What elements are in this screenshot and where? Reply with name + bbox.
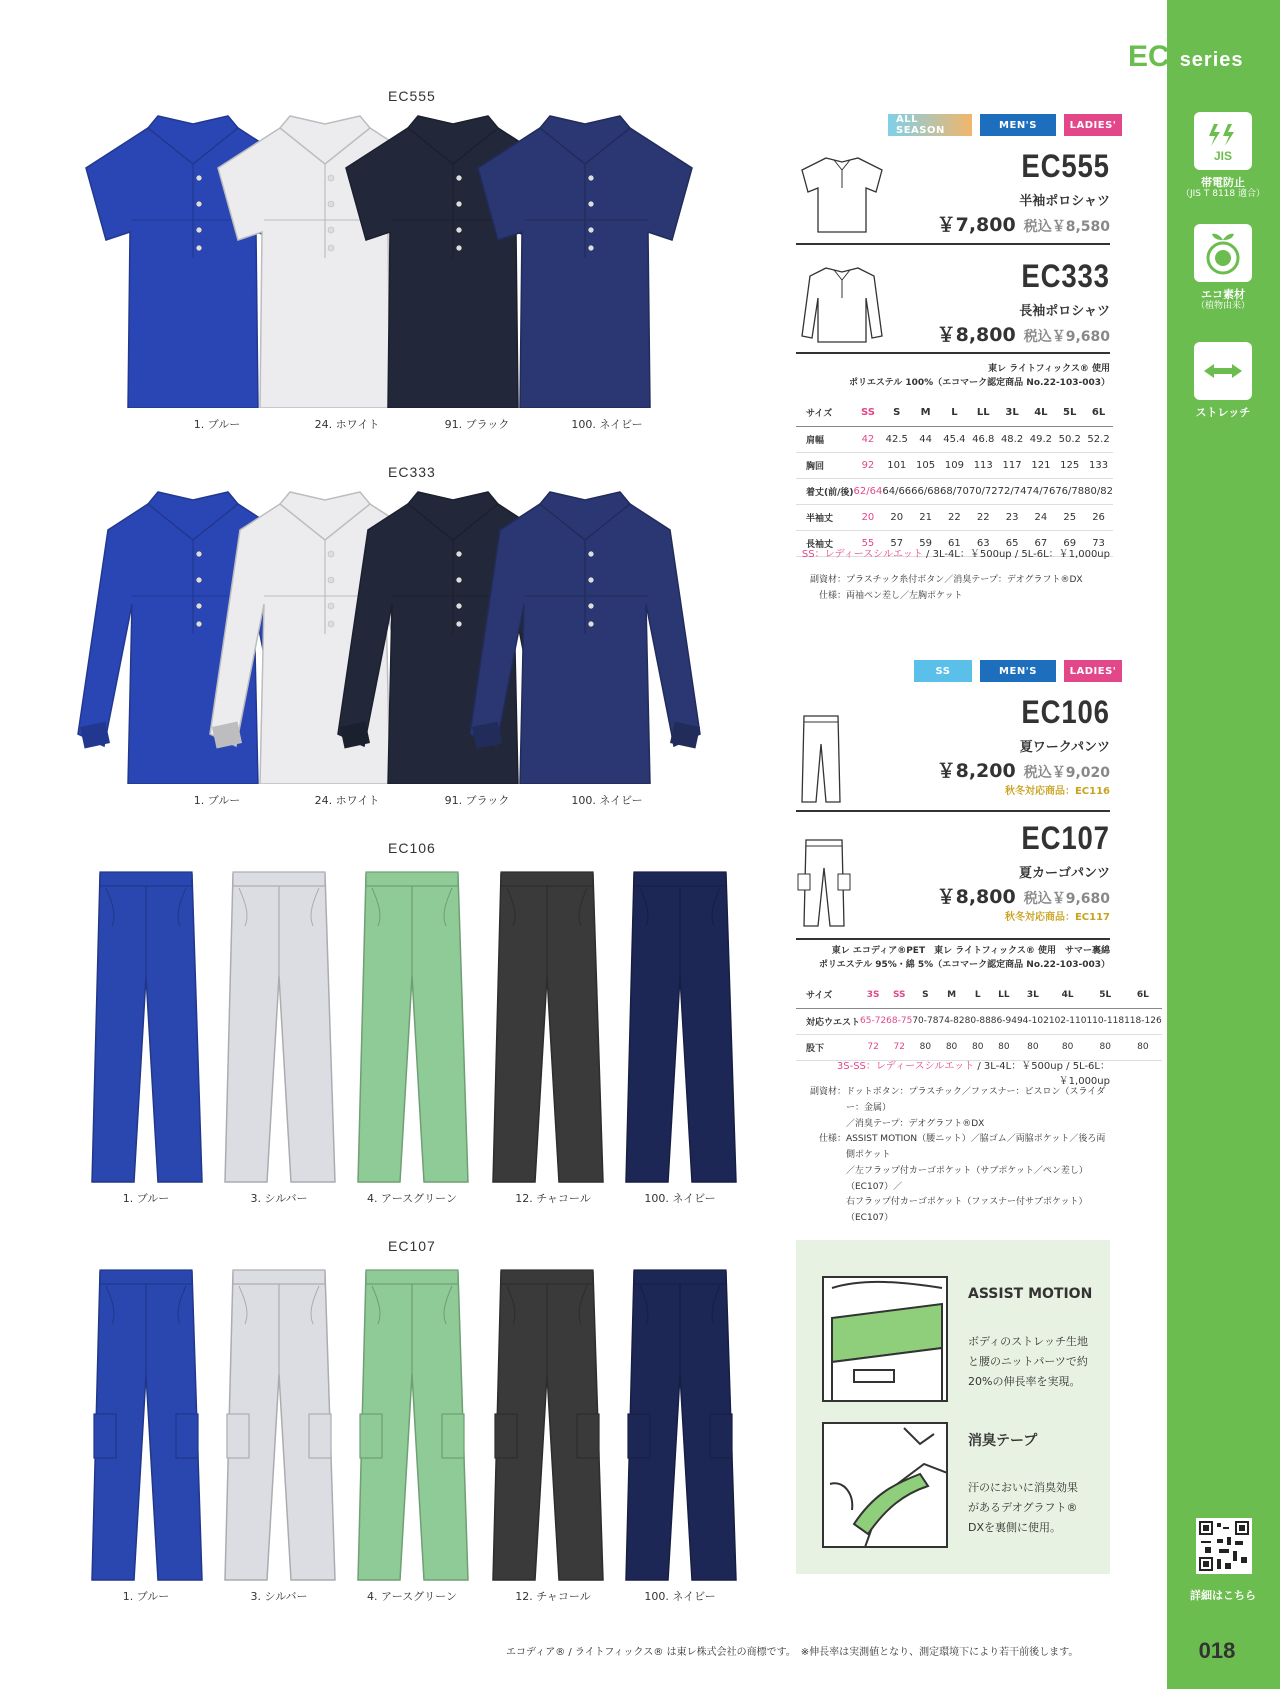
size-cell: 80	[1086, 1034, 1124, 1060]
size-cell: 20	[854, 504, 883, 530]
product-name: 夏カーゴパンツ	[1018, 866, 1110, 881]
series-label: series	[1179, 49, 1244, 71]
size-cell: 4L	[1049, 982, 1087, 1008]
size-cell: 42.5	[882, 426, 911, 452]
size-cell: 105	[911, 452, 940, 478]
product-name: 半袖ポロシャツ	[1019, 194, 1110, 209]
product-price	[937, 882, 1110, 909]
size-cell: 72/74	[998, 478, 1027, 504]
size-cell: 64/66	[882, 478, 911, 504]
eco-material-icon	[1194, 224, 1252, 282]
size-cell: 20	[882, 504, 911, 530]
badge-all-season: ALL SEASON	[888, 114, 972, 136]
size-cell: 25	[1055, 504, 1084, 530]
badge-mens: MEN'S	[980, 114, 1056, 136]
size-cell: 59	[911, 530, 940, 556]
detail-text: ドットボタン：プラスチック／ファスナー：ビスロン（スライダー：金属）	[846, 1087, 1106, 1113]
product-code: EC333	[1021, 258, 1110, 294]
size-row	[796, 1008, 1162, 1034]
color-caption: 1. ブルー	[122, 1590, 170, 1603]
autumn-winter-note: 秋冬対応商品：EC116	[1004, 786, 1110, 797]
size-cell: 6L	[1084, 400, 1113, 426]
group-title-ec107: EC107	[388, 1238, 436, 1254]
size-cell: 対応ウエスト	[796, 1008, 860, 1034]
size-cell: 22	[969, 504, 998, 530]
size-row	[796, 452, 1113, 478]
price-value: ￥8,800	[936, 324, 1016, 346]
badge-ladies: LADIES'	[1064, 660, 1122, 682]
pants-material	[796, 944, 1110, 973]
color-caption: 24. ホワイト	[314, 794, 380, 807]
size-cell: 72	[860, 1034, 886, 1060]
size-cell: 69	[1055, 530, 1084, 556]
size-cell: 118-126	[1124, 1008, 1162, 1034]
size-cell: 66/68	[911, 478, 940, 504]
pants-ladies-note	[796, 1057, 1110, 1087]
size-cell: 80	[912, 1034, 938, 1060]
size-cell: 110-118	[1086, 1008, 1124, 1034]
footer-note: エコディア® / ライトフィックス® は東レ株式会社の商標です。 ※伸長率は実測値となり、測定環境下により若干前後します。	[506, 1647, 1079, 1658]
size-cell: 68/70	[940, 478, 969, 504]
color-caption: 3. シルバー	[250, 1192, 308, 1205]
feature-label: エコ素材	[1201, 288, 1245, 301]
size-cell: 48.2	[998, 426, 1027, 452]
divider	[796, 938, 1110, 940]
color-caption: 1. ブルー	[193, 418, 241, 431]
pants-ec106-silver	[219, 866, 339, 1190]
color-caption: 3. シルバー	[250, 1590, 308, 1603]
feature-highlight-box	[796, 1240, 1110, 1574]
jis-antistatic-icon	[1194, 112, 1252, 170]
size-cell: 80-88	[965, 1008, 991, 1034]
size-cell: 49.2	[1026, 426, 1055, 452]
size-cell: 57	[882, 530, 911, 556]
size-header-row	[796, 982, 1162, 1008]
page-number: 018	[1198, 1638, 1236, 1663]
size-cell: 股下	[796, 1034, 860, 1060]
size-cell: 133	[1084, 452, 1113, 478]
size-cell: 52.2	[1084, 426, 1113, 452]
product-price	[937, 210, 1110, 237]
size-cell: 70/72	[969, 478, 998, 504]
product-ec555	[796, 148, 1110, 238]
assist-motion-illustration	[822, 1276, 948, 1402]
size-cell: 55	[854, 530, 883, 556]
product-name: 夏ワークパンツ	[1019, 740, 1110, 755]
qr-code[interactable]	[1196, 1518, 1252, 1574]
size-cell: LL	[991, 982, 1017, 1008]
assist-description: ボディのストレッチ生地 と腰のニットパーツで約 20%の伸長率を実現。	[968, 1335, 1089, 1388]
pants-ec107-silver	[219, 1264, 339, 1588]
price-tax: 税込￥8,580	[1023, 219, 1110, 235]
feature-sub: （JIS T 8118 適合）	[1180, 189, 1265, 200]
ladies-note-rest: / 3L-4L：￥500up / 5L-6L：￥1,000up	[977, 1061, 1110, 1087]
price-value: ￥7,800	[936, 214, 1016, 236]
size-cell: 80	[1049, 1034, 1087, 1060]
size-cell: 92	[854, 452, 883, 478]
size-cell: 3L	[1017, 982, 1049, 1008]
size-cell: 62/64	[854, 478, 883, 504]
detail-label: 副資材：	[809, 1087, 846, 1097]
detail-label	[800, 1164, 846, 1196]
ladies-note-rest: / 3L-4L：￥500up / 5L-6L：￥1,000up	[926, 549, 1110, 560]
color-caption: 4. アースグリーン	[367, 1192, 457, 1205]
group-title-ec555: EC555	[388, 88, 436, 104]
detail-text: ASSIST MOTION（腰ニット）／脇ゴム／両脇ポケット／後ろ両側ポケット	[846, 1134, 1106, 1160]
size-cell: 67	[1026, 530, 1055, 556]
size-cell: 46.8	[969, 426, 998, 452]
feature-antistatic	[1179, 112, 1267, 200]
color-caption: 100. ネイビー	[644, 1590, 716, 1603]
pants-ec107-charcoal	[487, 1264, 607, 1588]
pants-ec106-navy	[620, 866, 740, 1190]
size-cell: 80	[938, 1034, 964, 1060]
detail-row	[800, 1195, 1110, 1227]
size-cell: 65-72	[860, 1008, 886, 1034]
size-header-row	[796, 400, 1113, 426]
deodorant-description: 汗のにおいに消臭効果 があるデオグラフト® DXを裏側に使用。	[968, 1481, 1078, 1534]
detail-text: 右フラップ付カーゴポケット（ファスナー付サブポケット）（EC107）	[846, 1197, 1088, 1223]
product-code: EC107	[1021, 820, 1110, 856]
size-cell: 117	[998, 452, 1027, 478]
color-caption: 4. アースグリーン	[367, 1590, 457, 1603]
size-cell: 50.2	[1055, 426, 1084, 452]
detail-row	[800, 573, 1110, 589]
size-cell: 23	[998, 504, 1027, 530]
size-cell: S	[882, 400, 911, 426]
size-cell: 113	[969, 452, 998, 478]
detail-text: ／左フラップ付カーゴポケット（サブポケット／ペン差し）（EC107）／	[846, 1165, 1088, 1192]
product-ec107	[796, 820, 1110, 930]
size-cell: 74-82	[938, 1008, 964, 1034]
size-cell: サイズ	[796, 982, 860, 1008]
divider	[796, 243, 1110, 245]
product-price	[937, 320, 1110, 347]
badge-ss: SS	[914, 660, 972, 682]
size-cell: 63	[969, 530, 998, 556]
feature-stretch	[1179, 342, 1267, 419]
size-cell: 5L	[1055, 400, 1084, 426]
material-line: 東レ エコディア®PET 東レ ライトフィックス® 使用 サマー裏綿	[831, 946, 1110, 956]
color-caption: 1. ブルー	[193, 794, 241, 807]
size-cell: 胸回	[796, 452, 854, 478]
detail-label	[800, 1195, 846, 1227]
size-row	[796, 426, 1113, 452]
pants-badges	[914, 660, 1122, 682]
size-cell: 24	[1026, 504, 1055, 530]
badge-ladies: LADIES'	[1064, 114, 1122, 136]
size-cell: 86-94	[991, 1008, 1017, 1034]
size-cell: 76/78	[1055, 478, 1084, 504]
color-caption: 91. ブラック	[444, 418, 510, 431]
size-cell: M	[938, 982, 964, 1008]
pants-ec106-charcoal	[487, 866, 607, 1190]
shirt-ec555-navy	[460, 108, 710, 412]
shirt-ec333-navy	[460, 484, 710, 788]
divider	[796, 352, 1110, 354]
size-cell: 65	[998, 530, 1027, 556]
stretch-arrows-icon	[1194, 342, 1252, 400]
group-title-ec333: EC333	[388, 464, 436, 480]
size-cell: 125	[1055, 452, 1084, 478]
tops-size-table	[796, 400, 1113, 557]
feature-label: ストレッチ	[1195, 406, 1251, 419]
color-caption: 100. ネイビー	[571, 418, 643, 431]
size-cell: 94-102	[1017, 1008, 1049, 1034]
ladies-note-pink: 3S-SS：レディースシルエット	[836, 1061, 975, 1072]
color-caption: 91. ブラック	[444, 794, 510, 807]
size-cell: 5L	[1086, 982, 1124, 1008]
divider	[796, 810, 1110, 812]
tops-ladies-note	[796, 545, 1110, 560]
size-cell: 22	[940, 504, 969, 530]
pants-ec106-earth-green	[352, 866, 472, 1190]
detail-text: ／消臭テープ：デオグラフト®DX	[846, 1118, 985, 1129]
size-cell: 長袖丈	[796, 530, 854, 556]
size-cell: 42	[854, 426, 883, 452]
svg-text:JIS: JIS	[1213, 149, 1233, 163]
detail-row	[800, 1117, 1110, 1133]
product-ec106	[796, 694, 1110, 804]
size-cell: 着丈(前/後)	[796, 478, 854, 504]
pants-size-table	[796, 982, 1162, 1061]
size-cell: 80	[1124, 1034, 1162, 1060]
group-title-ec106: EC106	[388, 840, 436, 856]
series-heading	[1128, 40, 1244, 74]
qr-label: 詳細はこちら	[1190, 1589, 1256, 1602]
size-cell: 74/76	[1026, 478, 1055, 504]
size-cell: 70-78	[912, 1008, 938, 1034]
assist-title: ASSIST MOTION	[968, 1286, 1093, 1302]
detail-label: 仕様：	[818, 1134, 846, 1145]
size-cell: 6L	[1124, 982, 1162, 1008]
size-cell: 68-75	[886, 1008, 912, 1034]
pants-details	[800, 1085, 1110, 1227]
price-tax: 税込￥9,680	[1023, 891, 1110, 907]
size-cell: 80	[965, 1034, 991, 1060]
detail-row	[800, 1132, 1110, 1164]
material-line: 東レ ライトフィックス® 使用	[988, 364, 1110, 374]
detail-label: 副資材：	[809, 575, 846, 585]
pants-ec107-blue	[86, 1264, 206, 1588]
price-value: ￥8,800	[936, 886, 1016, 908]
badge-mens: MEN'S	[980, 660, 1056, 682]
detail-text: 両袖ペン差し／左胸ポケット	[846, 590, 963, 601]
pants-ec107-earth-green	[352, 1264, 472, 1588]
color-caption: 24. ホワイト	[314, 418, 380, 431]
deodorant-title: 消臭テープ	[968, 1433, 1038, 1449]
size-cell: 4L	[1026, 400, 1055, 426]
detail-label	[800, 1117, 846, 1133]
material-line: ポリエステル 100%（エコマーク認定商品 No.22-103-003）	[849, 378, 1110, 389]
feature-label: 帯電防止	[1201, 176, 1245, 189]
price-tax: 税込￥9,020	[1023, 765, 1110, 781]
size-row	[796, 478, 1113, 504]
size-cell: 3L	[998, 400, 1027, 426]
detail-label: 仕様：	[818, 590, 846, 601]
color-caption: 100. ネイビー	[571, 794, 643, 807]
detail-row	[800, 1164, 1110, 1196]
price-tax: 税込￥9,680	[1023, 329, 1110, 345]
size-cell: LL	[969, 400, 998, 426]
material-line: ポリエステル 95%・綿 5%（エコマーク認定商品 No.22-103-003）	[818, 960, 1110, 971]
size-cell: サイズ	[796, 400, 854, 426]
pants-ec107-navy	[620, 1264, 740, 1588]
size-cell: L	[965, 982, 991, 1008]
detail-row	[800, 1085, 1110, 1117]
size-cell: 72	[886, 1034, 912, 1060]
tops-badges	[888, 114, 1122, 136]
size-cell: 44	[911, 426, 940, 452]
size-cell: S	[912, 982, 938, 1008]
feature-sub: （植物由来）	[1195, 301, 1250, 312]
size-cell: SS	[886, 982, 912, 1008]
size-cell: 102-110	[1049, 1008, 1087, 1034]
product-price	[937, 756, 1110, 783]
ladies-note-pink: SS：レディースシルエット	[801, 549, 923, 560]
size-cell: 45.4	[940, 426, 969, 452]
size-cell: 73	[1084, 530, 1113, 556]
color-caption: 12. チャコール	[515, 1192, 591, 1205]
detail-row	[800, 589, 1110, 605]
size-cell: 26	[1084, 504, 1113, 530]
size-cell: 109	[940, 452, 969, 478]
price-value: ￥8,200	[936, 760, 1016, 782]
color-caption: 1. ブルー	[122, 1192, 170, 1205]
autumn-winter-note: 秋冬対応商品：EC117	[1004, 912, 1110, 923]
color-caption: 12. チャコール	[515, 1590, 591, 1603]
size-cell: 半袖丈	[796, 504, 854, 530]
size-cell: 21	[911, 504, 940, 530]
feature-eco	[1179, 224, 1267, 312]
size-cell: 80/82	[1084, 478, 1113, 504]
size-cell: 101	[882, 452, 911, 478]
size-cell: L	[940, 400, 969, 426]
product-code: EC106	[1021, 694, 1110, 730]
deodorant-tape-illustration	[822, 1422, 948, 1548]
product-name: 長袖ポロシャツ	[1019, 304, 1110, 319]
size-cell: 肩幅	[796, 426, 854, 452]
size-cell: 80	[1017, 1034, 1049, 1060]
size-cell: 3S	[860, 982, 886, 1008]
size-row	[796, 504, 1113, 530]
size-cell: 121	[1026, 452, 1055, 478]
color-caption: 100. ネイビー	[644, 1192, 716, 1205]
size-cell: M	[911, 400, 940, 426]
size-cell: 61	[940, 530, 969, 556]
product-ec333	[796, 258, 1110, 348]
detail-text: プラスチック糸付ボタン／消臭テープ：デオグラフト®DX	[846, 575, 1083, 585]
product-code: EC555	[1021, 148, 1110, 184]
pants-ec106-blue	[86, 866, 206, 1190]
series-code: EC	[1128, 40, 1170, 73]
size-cell: 80	[991, 1034, 1017, 1060]
tops-material	[796, 362, 1110, 391]
size-cell: SS	[854, 400, 883, 426]
tops-details	[800, 573, 1110, 605]
